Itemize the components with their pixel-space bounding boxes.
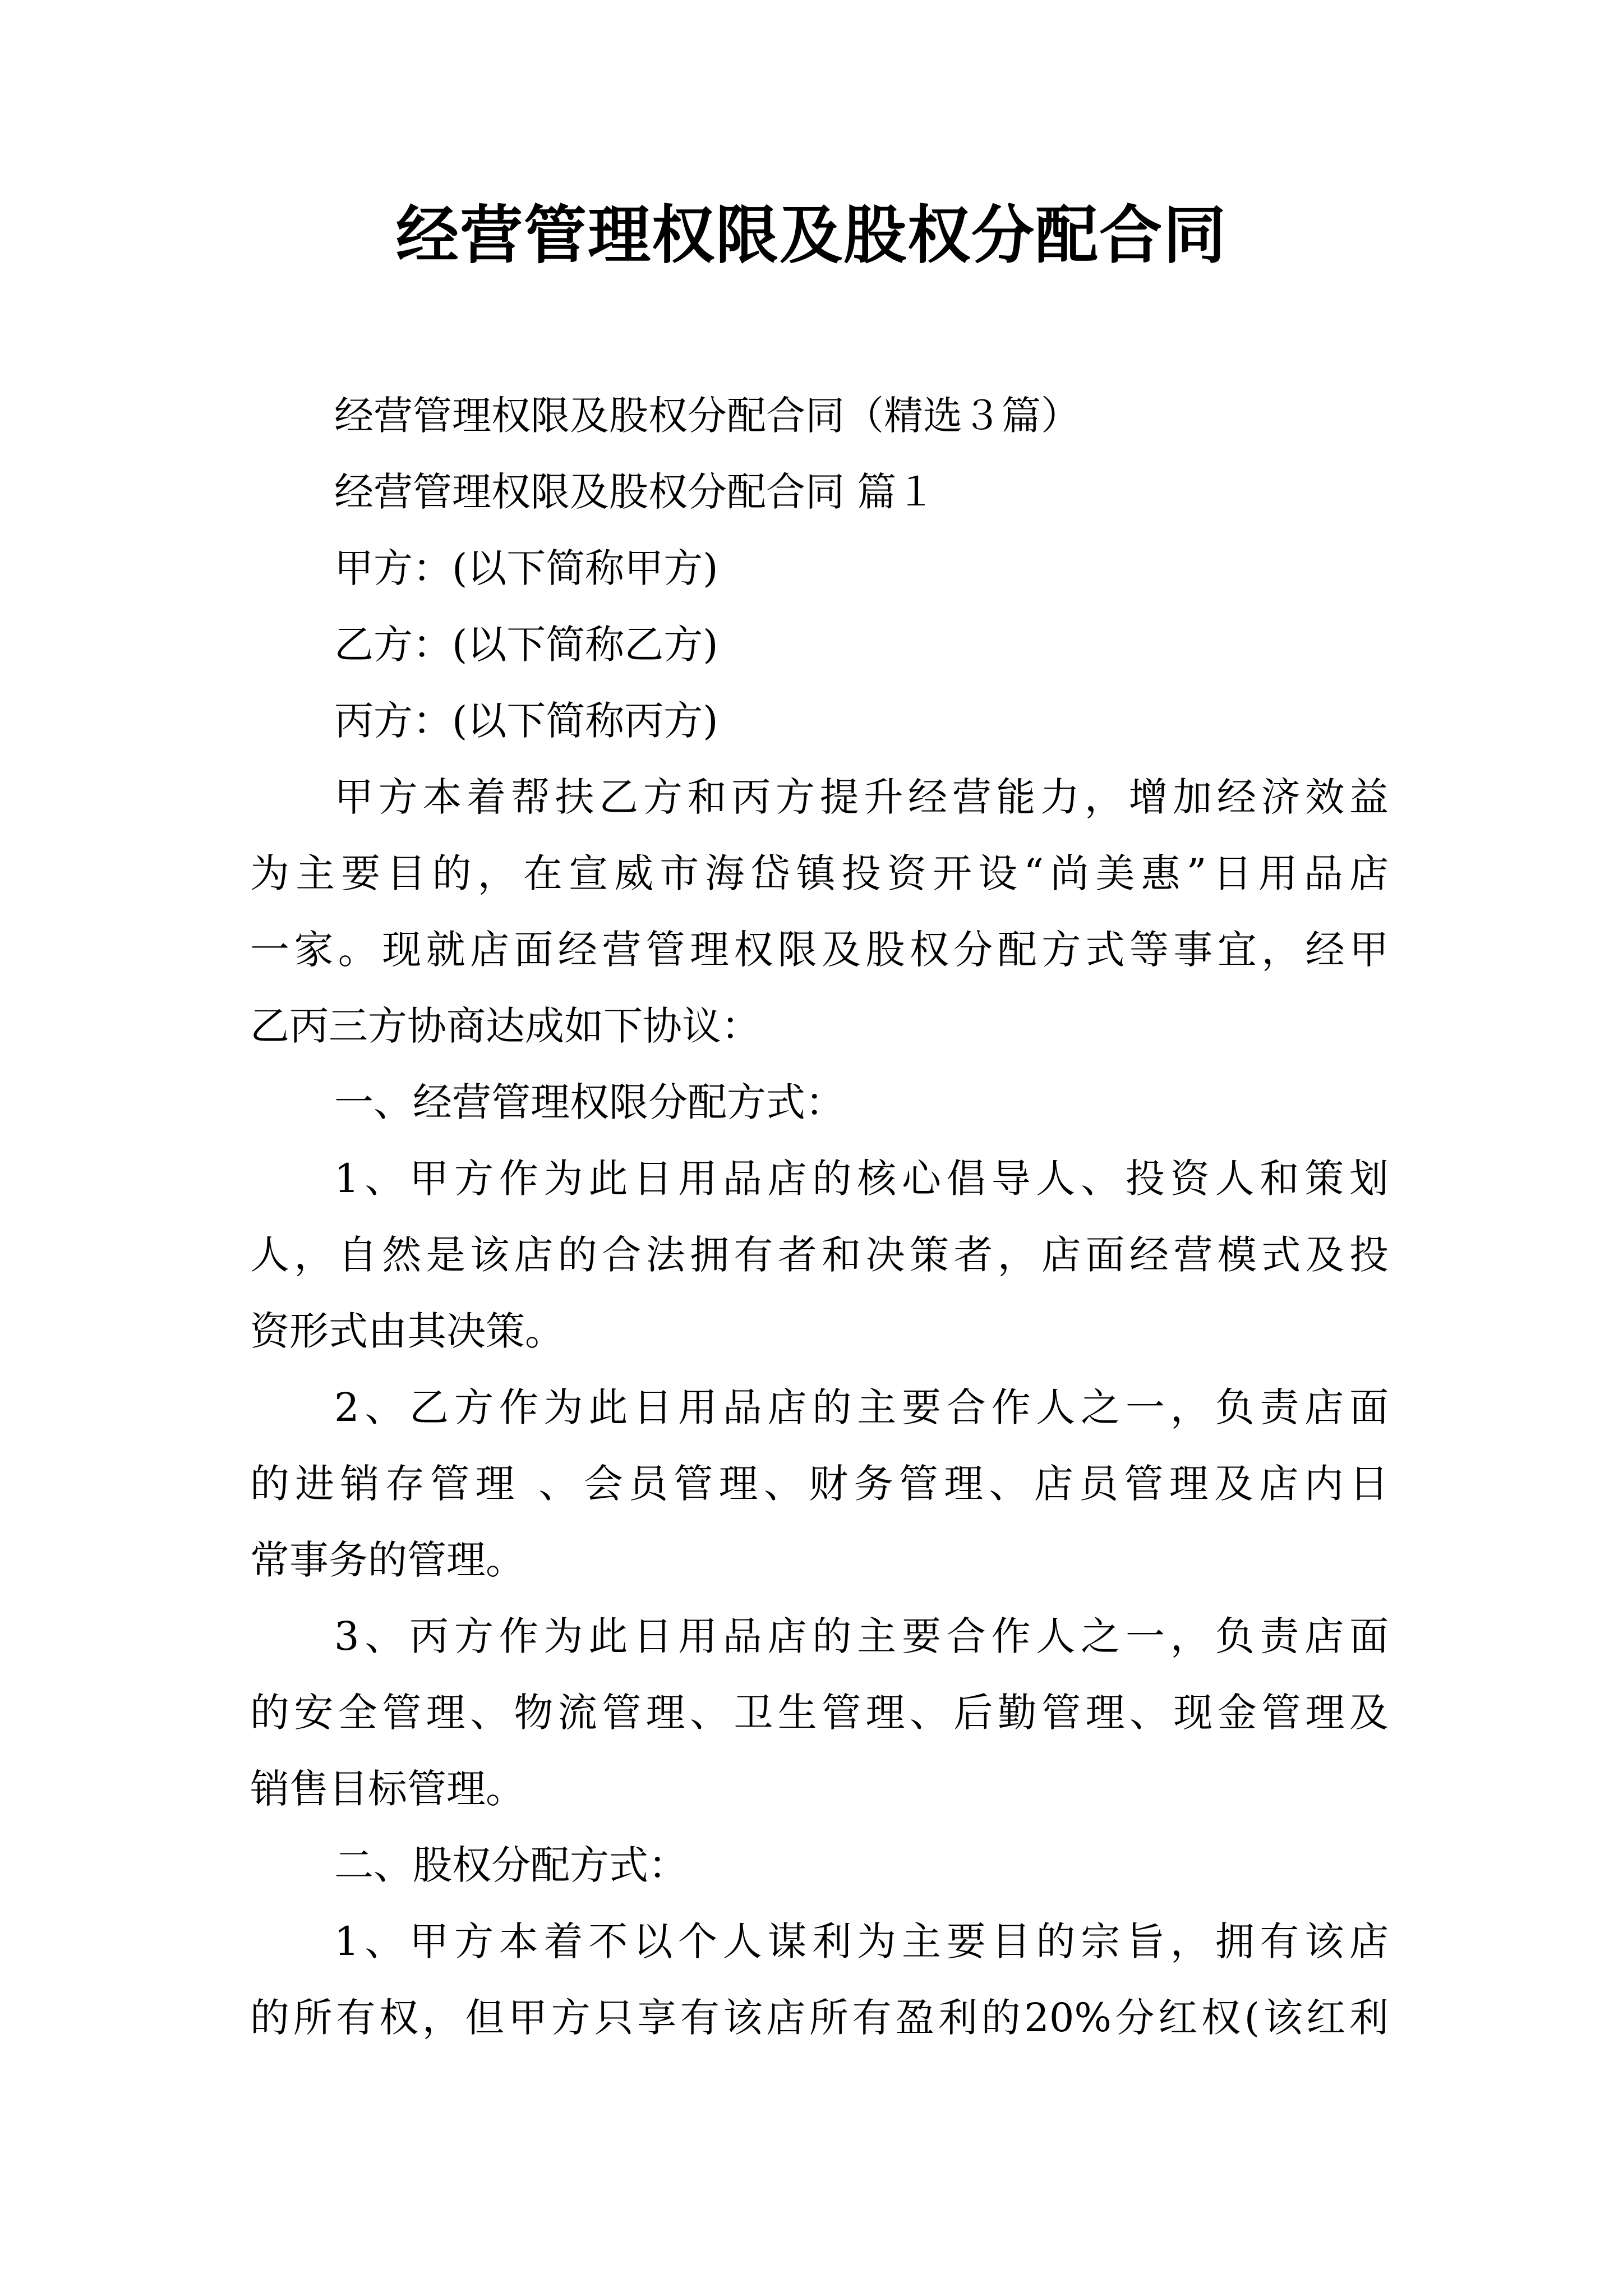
subtitle-line: 经营管理权限及股权分配合同（精选３篇）	[334, 393, 1080, 439]
paragraph-line: 销售目标管理。	[250, 1766, 525, 1812]
paragraph-line: 为主要目的，在宣威市海岱镇投资开设“尚美惠”日用品店	[250, 850, 1389, 896]
paragraph-line: 的进销存管理 、会员管理、财务管理、店员管理及店内日	[250, 1461, 1389, 1507]
paragraph-line: 常事务的管理。	[250, 1537, 525, 1583]
paragraph-line: 乙丙三方协商达成如下协议：	[250, 1003, 760, 1049]
paragraph-line: 一家。现就店面经营管理权限及股权分配方式等事宜，经甲	[250, 927, 1389, 973]
paragraph-line: 2、乙方作为此日用品店的主要合作人之一，负责店面	[334, 1384, 1389, 1430]
paragraph-line: 1、甲方作为此日用品店的核心倡导人、投资人和策划	[334, 1156, 1389, 1202]
paragraph-line: 人，自然是该店的合法拥有者和决策者，店面经营模式及投	[250, 1232, 1389, 1278]
paragraph-line: 1、甲方本着不以个人谋利为主要目的宗旨，拥有该店	[334, 1918, 1389, 1964]
clause-heading: 一、经营管理权限分配方式：	[334, 1079, 845, 1125]
party-b-line: 乙方：(以下简称乙方)	[334, 622, 718, 668]
section-heading: 经营管理权限及股权分配合同 篇１	[334, 469, 936, 515]
paragraph-line: 3、丙方作为此日用品店的主要合作人之一，负责店面	[334, 1613, 1389, 1659]
document-body	[250, 378, 1389, 2056]
paragraph-line: 的所有权，但甲方只享有该店所有盈利的20%分红权(该红利	[250, 1995, 1389, 2041]
document-title: 经营管理权限及股权分配合同	[396, 199, 1227, 272]
party-c-line: 丙方：(以下简称丙方)	[334, 698, 718, 744]
paragraph-line: 的安全管理、物流管理、卫生管理、后勤管理、现金管理及	[250, 1690, 1389, 1736]
paragraph-line: 甲方本着帮扶乙方和丙方提升经营能力，增加经济效益	[334, 774, 1389, 820]
clause-heading: 二、股权分配方式：	[334, 1842, 688, 1888]
paragraph-line: 资形式由其决策。	[250, 1308, 564, 1354]
party-a-line: 甲方：(以下简称甲方)	[334, 545, 718, 591]
